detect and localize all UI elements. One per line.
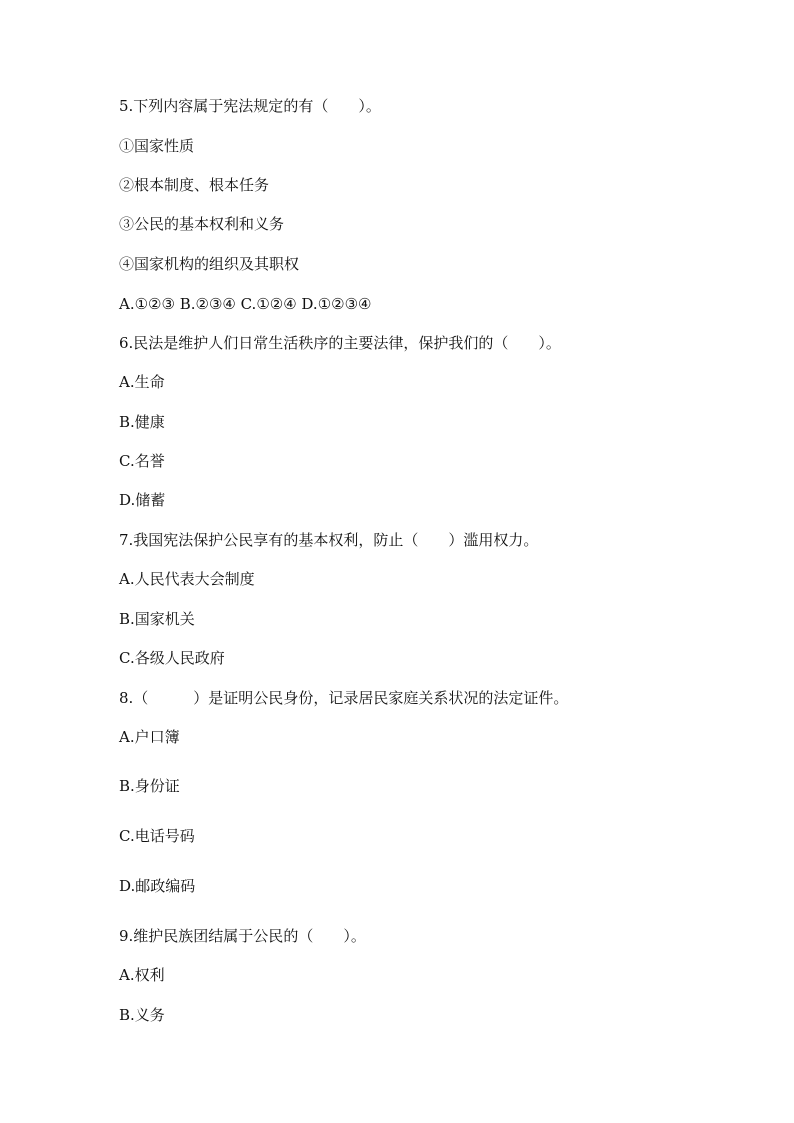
question-7-stem: 7.我国宪法保护公民享有的基本权利，防止（ ）滥用权力。 [119,531,539,549]
question-6-stem: 6.民法是维护人们日常生活秩序的主要法律，保护我们的（ ）。 [119,334,561,352]
question-5-item-4: ④国家机构的组织及其职权 [119,255,300,273]
question-5-options: A.①②③ B.②③④ C.①②④ D.①②③④ [119,295,372,313]
question-6-option-a: A.生命 [119,373,165,391]
question-7-option-b: B.国家机关 [119,610,195,628]
question-8-option-b: B.身份证 [119,777,180,795]
question-7-option-a: A.人民代表大会制度 [119,570,255,588]
question-6-option-b: B.健康 [119,413,165,431]
question-9-option-a: A.权利 [119,966,165,984]
question-9-option-b: B.义务 [119,1006,165,1024]
question-8-option-d: D.邮政编码 [119,877,196,895]
question-9-stem: 9.维护民族团结属于公民的（ ）。 [119,927,366,945]
question-5-item-1: ①国家性质 [119,137,195,155]
question-6-option-c: C.名誉 [119,452,165,470]
question-5-item-3: ③公民的基本权利和义务 [119,215,285,233]
question-8-option-c: C.电话号码 [119,827,195,845]
question-5-item-2: ②根本制度、根本任务 [119,176,270,194]
question-8-stem: 8.（ ）是证明公民身份，记录居民家庭关系状况的法定证件。 [119,689,569,707]
question-7-option-c: C.各级人民政府 [119,649,225,667]
question-6-option-d: D.储蓄 [119,491,166,509]
question-5-stem: 5.下列内容属于宪法规定的有（ ）。 [119,97,381,115]
question-8-option-a: A.户口簿 [119,728,180,746]
